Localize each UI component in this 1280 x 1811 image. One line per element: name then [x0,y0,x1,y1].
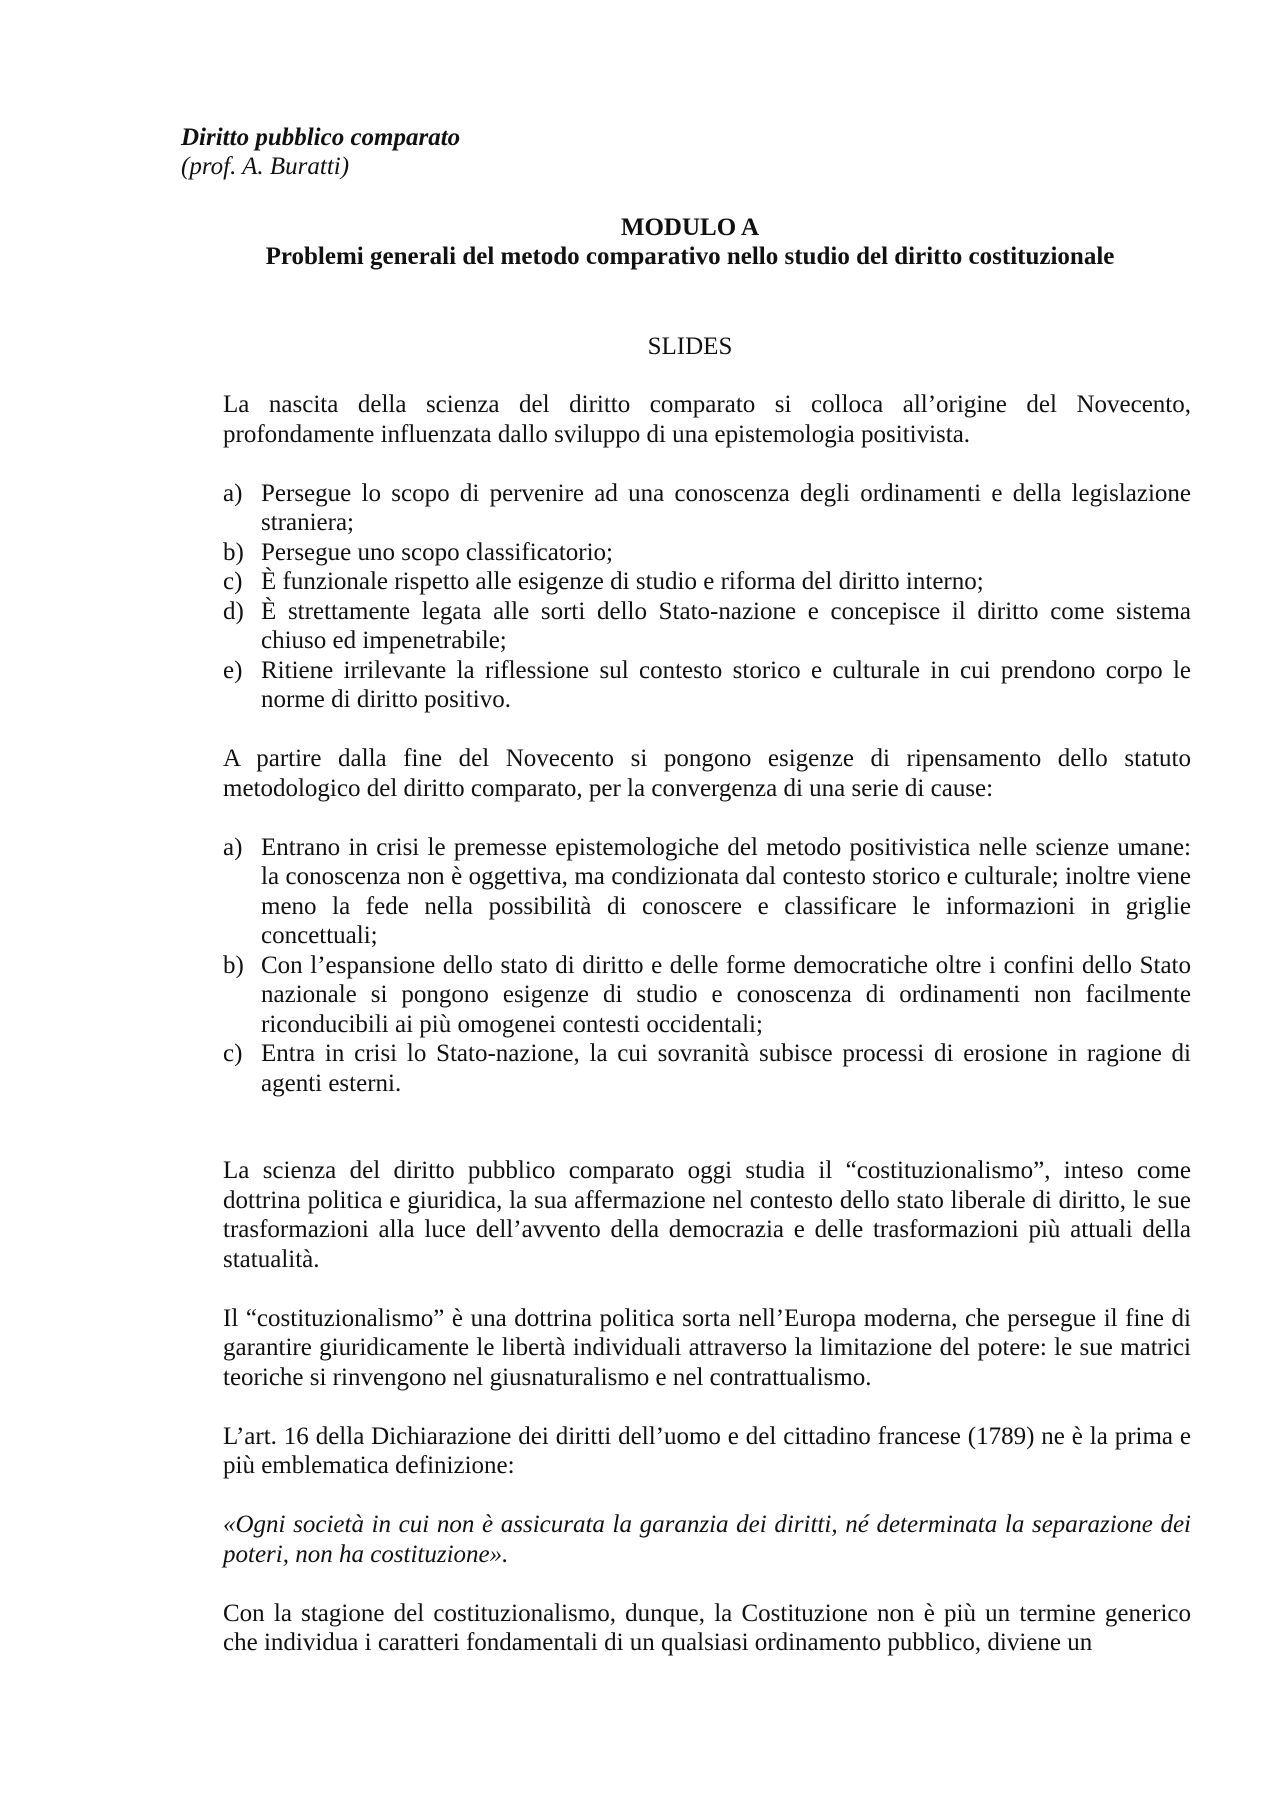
list-item-text: È funzionale rispetto alle esigenze di studio e riforma del diritto interno; [261,568,984,595]
list-marker: a) [223,833,243,861]
list-item-text: Entra in crisi lo Stato-nazione, la cui sovranità subisce processi di erosione in ragione di agenti esterni. [261,1040,1191,1097]
list-item [223,1039,1191,1098]
module-title: MODULO A [620,214,760,241]
paragraph-stagione: Con la stagione del costituzionalismo, dunque, la Costituzione non è più un termine generico che individua i caratteri fondamentali di un qualsiasi ordinamento pubblico, diviene un [223,1599,1191,1656]
list-item [223,656,1191,715]
paragraph-scienza: La scienza del diritto pubblico comparato oggi studia il “costituzionalismo”, inteso come dottrina politica e giuridica, la sua affermazione nel contesto dello stato liberale di diritto, le sue trasformazioni alla luce dell’avvento della democrazia e delle trasformazioni più attuali della statualità. [223,1157,1191,1273]
list-item-text: È strettamente legata alle sorti dello Stato-nazione e concepisce il diritto come sistema chiuso ed impenetrabile; [261,597,1191,654]
list-marker: e) [223,656,243,684]
list-item [223,597,1191,656]
paragraph-partire: A partire dalla fine del Novecento si pongono esigenze di ripensamento dello statuto metodologico del diritto comparato, per la convergenza di una serie di cause: [223,745,1191,802]
list-marker: d) [223,597,244,625]
list-item-text: Entrano in crisi le premesse epistemologiche del metodo positivistica nelle scienze umane: la conoscenza non è oggettiva, ma condizionata dal contesto storico e culturale; inoltre viene meno la fede nella possibilità di conoscere e classificare le informazioni in griglie concettuali; [261,833,1191,949]
list-marker: b) [223,951,244,979]
list-item-text: Con l’espansione dello stato di diritto e delle forme democratiche oltre i confini dello Stato nazionale si pongono esigenze di studio e conoscenza di ordinamenti non facilmente riconducibili ai più omogenei contesti occidentali; [261,951,1191,1038]
paragraph-art16: L’art. 16 della Dichiarazione dei diritti dell’uomo e del cittadino francese (1789) ne è la prima e più emblematica definizione: [223,1422,1191,1479]
list-item-text: Persegue lo scopo di pervenire ad una conoscenza degli ordinamenti e della legislazione straniera; [261,479,1191,536]
professor-name: (prof. A. Buratti) [181,153,350,180]
list-item-text: Ritiene irrilevante la riflessione sul contesto storico e culturale in cui prendono corpo le norme di diritto positivo. [261,656,1191,713]
list-item-text: Persegue uno scopo classificatorio; [261,538,613,566]
document-body [223,390,1191,1687]
list-characteristics [223,479,1191,715]
list-marker: b) [223,538,244,566]
quote-art16: «Ogni società in cui non è assicurata la garanzia dei diritti, né determinata la separazione dei poteri, non ha costituzione». [223,1511,1191,1568]
module-subtitle: Problemi generali del metodo comparativo nello studio del diritto costituzionale [265,243,1115,270]
list-causes [223,833,1191,1099]
document-header [181,123,460,181]
list-item [223,833,1191,951]
section-label: SLIDES [647,333,733,360]
paragraph-intro: La nascita della scienza del diritto comparato si colloca all’origine del Novecento, profondamente influenzata dallo sviluppo di una epistemologia positivista. [223,391,1191,448]
course-title: Diritto pubblico comparato [181,124,461,151]
list-marker: a) [223,479,243,507]
paragraph-costituzionalismo: Il “costituzionalismo” è una dottrina politica sorta nell’Europa moderna, che persegue il fine di garantire giuridicamente le libertà individuali attraverso la limitazione del potere: le sue matrici teoriche si rinvengono nel giusnaturalismo e nel contrattualismo. [223,1304,1191,1391]
module-title-block [181,213,1199,271]
list-item [223,951,1191,1040]
list-item [223,567,1191,597]
list-item [223,538,1191,568]
list-item [223,479,1191,538]
list-marker: c) [223,1040,243,1067]
list-marker: c) [223,568,243,595]
